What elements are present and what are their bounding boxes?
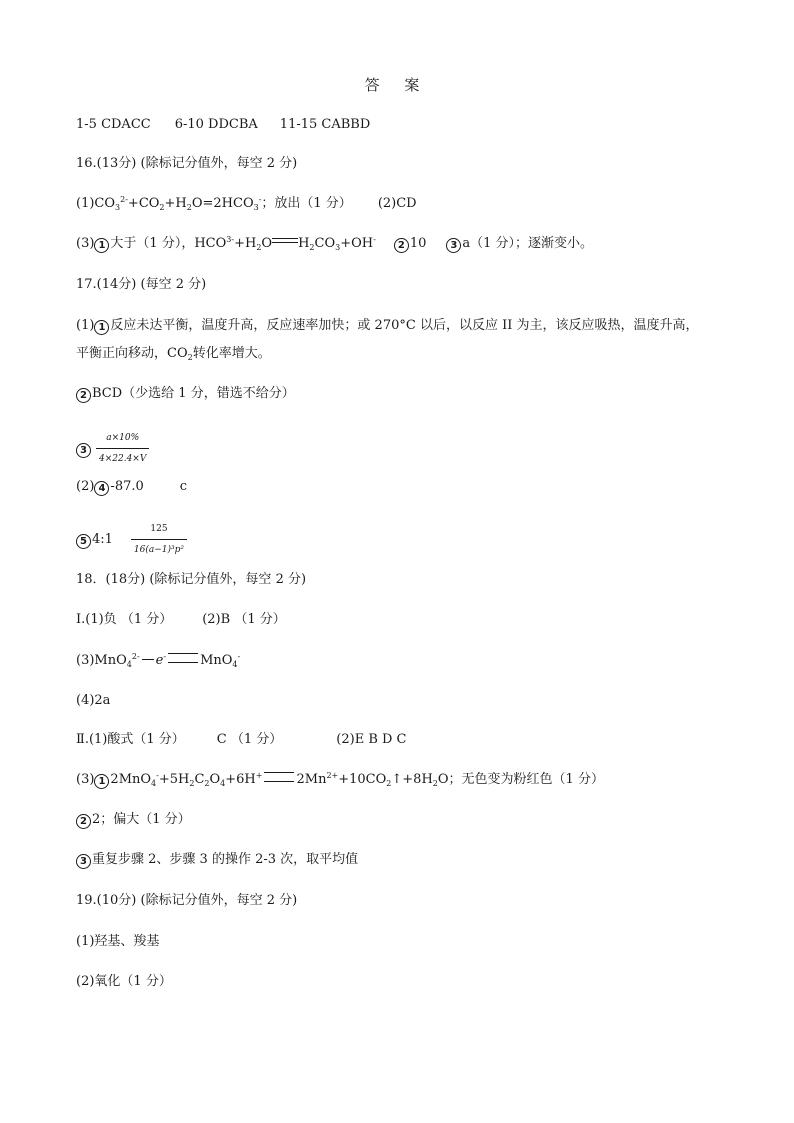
text: -87.0: [110, 479, 144, 494]
fraction-numerator: a×10%: [106, 433, 140, 443]
circled-number-1: 1: [94, 238, 109, 253]
text: c: [179, 479, 188, 494]
text: 2MnO: [110, 772, 152, 787]
text: +OH: [340, 236, 374, 251]
text: +H: [234, 236, 257, 251]
text: Ⅰ.(1)负 （1 分）: [76, 612, 173, 627]
mc-group-1: 1-5 CDACC: [76, 117, 151, 132]
text: O: [209, 772, 221, 787]
fraction-2: [131, 520, 187, 559]
sub: 3: [335, 243, 341, 252]
circled-number-2: 2: [394, 238, 409, 253]
text: +H: [164, 196, 187, 211]
sub: 3: [253, 203, 259, 212]
text: (2)CD: [377, 196, 417, 211]
fraction-denominator: 16(a−1)³p²: [131, 539, 187, 559]
text: 反应未达平衡，温度升高，反应速率加快；或 270°C 以后，以反应 II 为主，该反应吸热，温度升高，: [110, 318, 699, 333]
text: (2)B （1 分）: [202, 612, 286, 627]
text: 2；偏大（1 分）: [92, 812, 191, 827]
text: a（1 分）；逐渐变小。: [462, 236, 594, 251]
circled-number-1: 1: [94, 774, 109, 789]
text: O=2HCO: [191, 196, 254, 211]
sup: 3-: [226, 235, 235, 244]
q17-line-2: [76, 345, 271, 363]
sup: 2-: [131, 652, 140, 661]
text: (2)E B D C: [336, 732, 407, 747]
text: (1)CO: [76, 196, 116, 211]
minus-dash-icon: [142, 659, 154, 660]
fraction-numerator: 125: [150, 524, 168, 534]
sup: 2-: [120, 195, 128, 204]
circled-number-3: 3: [446, 238, 461, 253]
sub: 2: [186, 203, 192, 212]
text: (3): [76, 772, 95, 787]
sup: -: [163, 652, 167, 661]
q18-header: 18．(18分) (除标记分值外，每空 2 分): [76, 572, 307, 587]
circled-number-3: 3: [76, 443, 91, 458]
text: CO: [314, 236, 336, 251]
text: (2): [76, 479, 95, 494]
sub: 2: [309, 243, 315, 252]
q17-header: 17.(14分) (每空 2 分): [76, 277, 207, 292]
circled-number-2: 2: [76, 814, 91, 829]
text: (3)MnO: [76, 653, 127, 668]
sup: -: [373, 235, 376, 244]
text: +6H: [225, 772, 256, 787]
text: O；无色变为粉红色（1 分）: [437, 772, 604, 787]
equilibrium-arrow-icon: [272, 236, 298, 246]
text: ↑+8H: [391, 772, 433, 787]
q17-line-1: [76, 317, 698, 335]
text: BCD（少选给 1 分，错选不给分）: [92, 386, 295, 401]
q19-line-1: (1)羟基、羧基: [76, 934, 160, 949]
text: +10CO: [338, 772, 387, 787]
sub: 3: [115, 203, 121, 212]
fraction-denominator: 4×22.4×V: [96, 448, 149, 468]
circled-number-3: 3: [76, 854, 91, 869]
mc-answers: [76, 116, 370, 134]
text: ；放出（1 分）: [261, 196, 352, 211]
sub: 4: [220, 779, 226, 788]
sub: 4: [232, 660, 238, 669]
text: (3): [76, 236, 95, 251]
circled-number-4: 4: [94, 481, 109, 496]
mc-group-2: 6-10 DDCBA: [174, 117, 258, 132]
circled-number-1: 1: [94, 320, 109, 335]
equals-sign-icon: [168, 653, 198, 663]
text: 大于（1 分），HCO: [110, 236, 227, 251]
text: 2Mn: [296, 772, 327, 787]
q19-line-2: (2)氧化（1 分）: [76, 974, 172, 989]
text: O: [261, 236, 273, 251]
mc-group-3: 11-15 CABBD: [279, 117, 371, 132]
q17-line-4: [76, 429, 149, 468]
text: +CO: [127, 196, 160, 211]
sub: 2: [256, 243, 262, 252]
q16-line-3: [76, 235, 593, 253]
sub: 4: [126, 660, 132, 669]
circled-number-2: 2: [76, 388, 91, 403]
sub: 4: [151, 779, 157, 788]
sub: 2: [204, 779, 210, 788]
q18-line-1: [76, 611, 286, 629]
q17-line-5: [76, 478, 187, 496]
q17-line-6: [76, 520, 187, 559]
text: +5H: [158, 772, 190, 787]
q18-line-7: [76, 851, 358, 869]
text: (1): [76, 318, 95, 333]
q18-line-6: [76, 811, 191, 829]
q16-header: 16.(13分) (除标记分值外，每空 2 分): [76, 156, 298, 171]
text: 转化率增大。: [192, 346, 271, 361]
sub: 2: [187, 353, 193, 362]
q17-line-3: [76, 385, 295, 403]
text: C （1 分）: [216, 732, 283, 747]
text: 10: [409, 236, 427, 251]
sub: 2: [189, 779, 195, 788]
page-title: 答 案: [364, 76, 430, 94]
sup: 2+: [326, 771, 339, 780]
sub: 2: [159, 203, 165, 212]
sup: -: [258, 195, 262, 204]
q19-header: 19.(10分) (除标记分值外，每空 2 分): [76, 893, 298, 908]
sup: +: [255, 771, 263, 780]
sub: 2: [386, 779, 392, 788]
q18-line-4: [76, 731, 407, 749]
text: Ⅱ.(1)酸式（1 分）: [76, 732, 185, 747]
q18-line-5: [76, 771, 604, 789]
text: 重复步骤 2、步骤 3 的操作 2-3 次，取平均值: [92, 852, 359, 867]
q18-line-3: (4)2a: [76, 693, 111, 708]
text: e: [155, 653, 164, 668]
text: C: [194, 772, 205, 787]
text: MnO: [200, 653, 233, 668]
text: 平衡正向移动，CO: [76, 346, 188, 361]
q18-line-2: [76, 652, 240, 670]
circled-number-5: 5: [76, 534, 91, 549]
text: H: [298, 236, 310, 251]
q16-line-1: [76, 195, 417, 213]
sup: -: [156, 771, 159, 780]
equals-sign-icon: [264, 772, 294, 782]
sub: 2: [432, 779, 438, 788]
fraction-1: [96, 429, 149, 468]
sup: -: [237, 652, 241, 661]
text: 4:1: [92, 532, 113, 547]
